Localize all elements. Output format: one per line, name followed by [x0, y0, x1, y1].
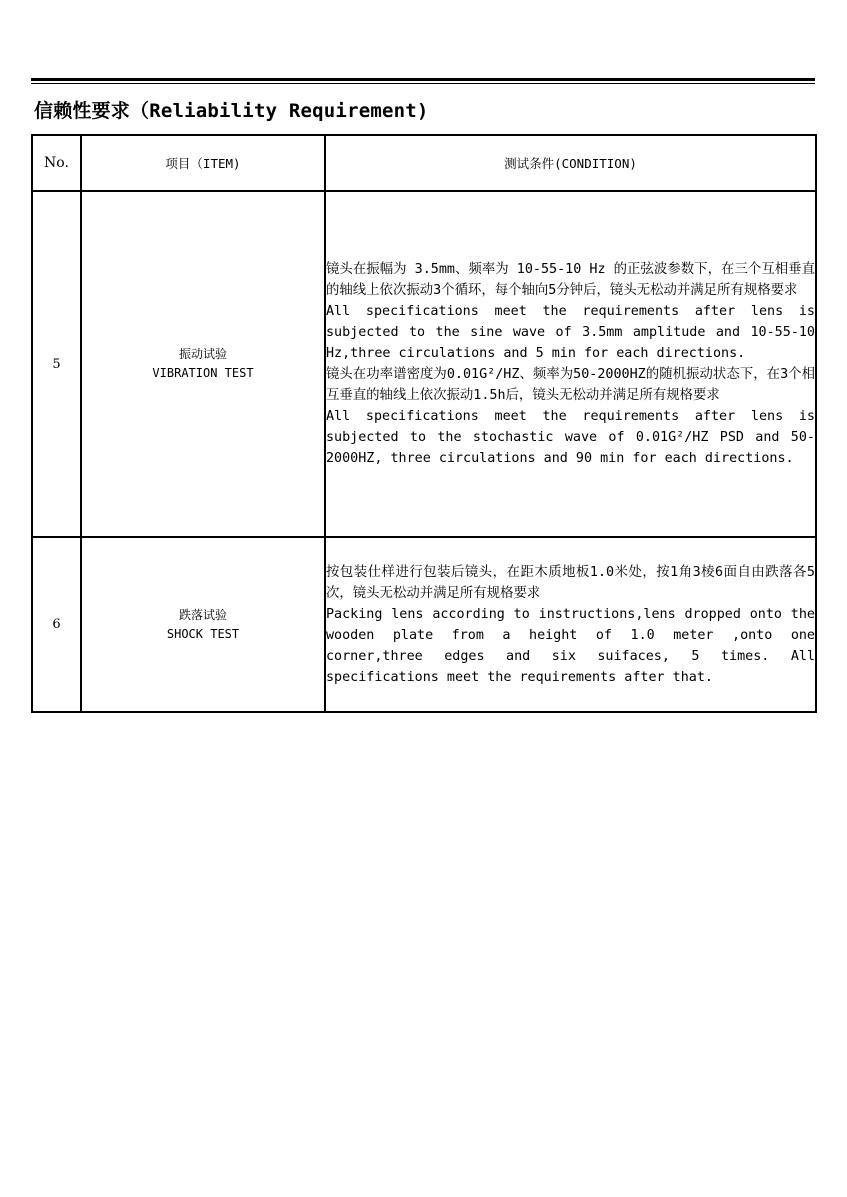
condition-cell	[325, 537, 816, 712]
item-name-en: SHOCK TEST	[166, 626, 240, 641]
condition-cell	[325, 191, 816, 537]
header-rule-thick	[31, 78, 815, 81]
row-number: 6	[32, 537, 81, 712]
condition-paragraph: 镜头在振幅为 3.5mm、频率为 10-55-10 Hz 的正弦波参数下，在三个互相垂直的轴线上依次振动3个循环，每个轴向5分钟后，镜头无松动并满足所有规格要求	[326, 262, 815, 298]
item-cell	[81, 191, 325, 537]
header-rule-thin	[31, 83, 815, 84]
item-cell	[81, 537, 325, 712]
condition-paragraph: All specifications meet the requirements after lens is subjected to the sine wave of 3.5mm amplitude and 10-55-10 Hz,three circulations and 5 min for each directions.	[326, 304, 815, 361]
row-number: 5	[32, 191, 81, 537]
condition-paragraph: 按包装仕样进行包装后镜头，在距木质地板1.0米处，按1角3棱6面自由跌落各5次，镜头无松动并满足所有规格要求	[326, 564, 815, 601]
table-header-row	[32, 135, 816, 191]
header-no: No.	[32, 135, 81, 191]
table-row	[32, 191, 816, 537]
header-condition: 测试条件(CONDITION)	[325, 135, 816, 191]
item-name-en: VIBRATION TEST	[152, 366, 254, 380]
condition-paragraph: 镜头在功率谱密度为0.01G²/HZ、频率为50-2000HZ的随机振动状态下，在3个相互垂直的轴线上依次振动1.5h后，镜头无松动并满足所有规格要求	[326, 367, 815, 403]
page-title: 信赖性要求（Reliability Requirement)	[34, 100, 429, 122]
table-row	[32, 537, 816, 712]
condition-paragraph: All specifications meet the requirements after lens is subjected to the stochastic wave of 0.01G²/HZ PSD and 50-2000HZ, three circulations and 90 min for each directions.	[326, 409, 815, 466]
header-item: 项目（ITEM)	[81, 135, 325, 191]
item-name-cn: 振动试验	[178, 347, 227, 361]
reliability-table	[31, 134, 817, 713]
item-name-cn: 跌落试验	[178, 607, 227, 622]
condition-paragraph: Packing lens according to instructions,lens dropped onto the wooden plate from a height of 1.0 meter ,onto one corner,three edges and six suifaces, 5 times. All specifications meet the requirements after that.	[326, 606, 815, 685]
